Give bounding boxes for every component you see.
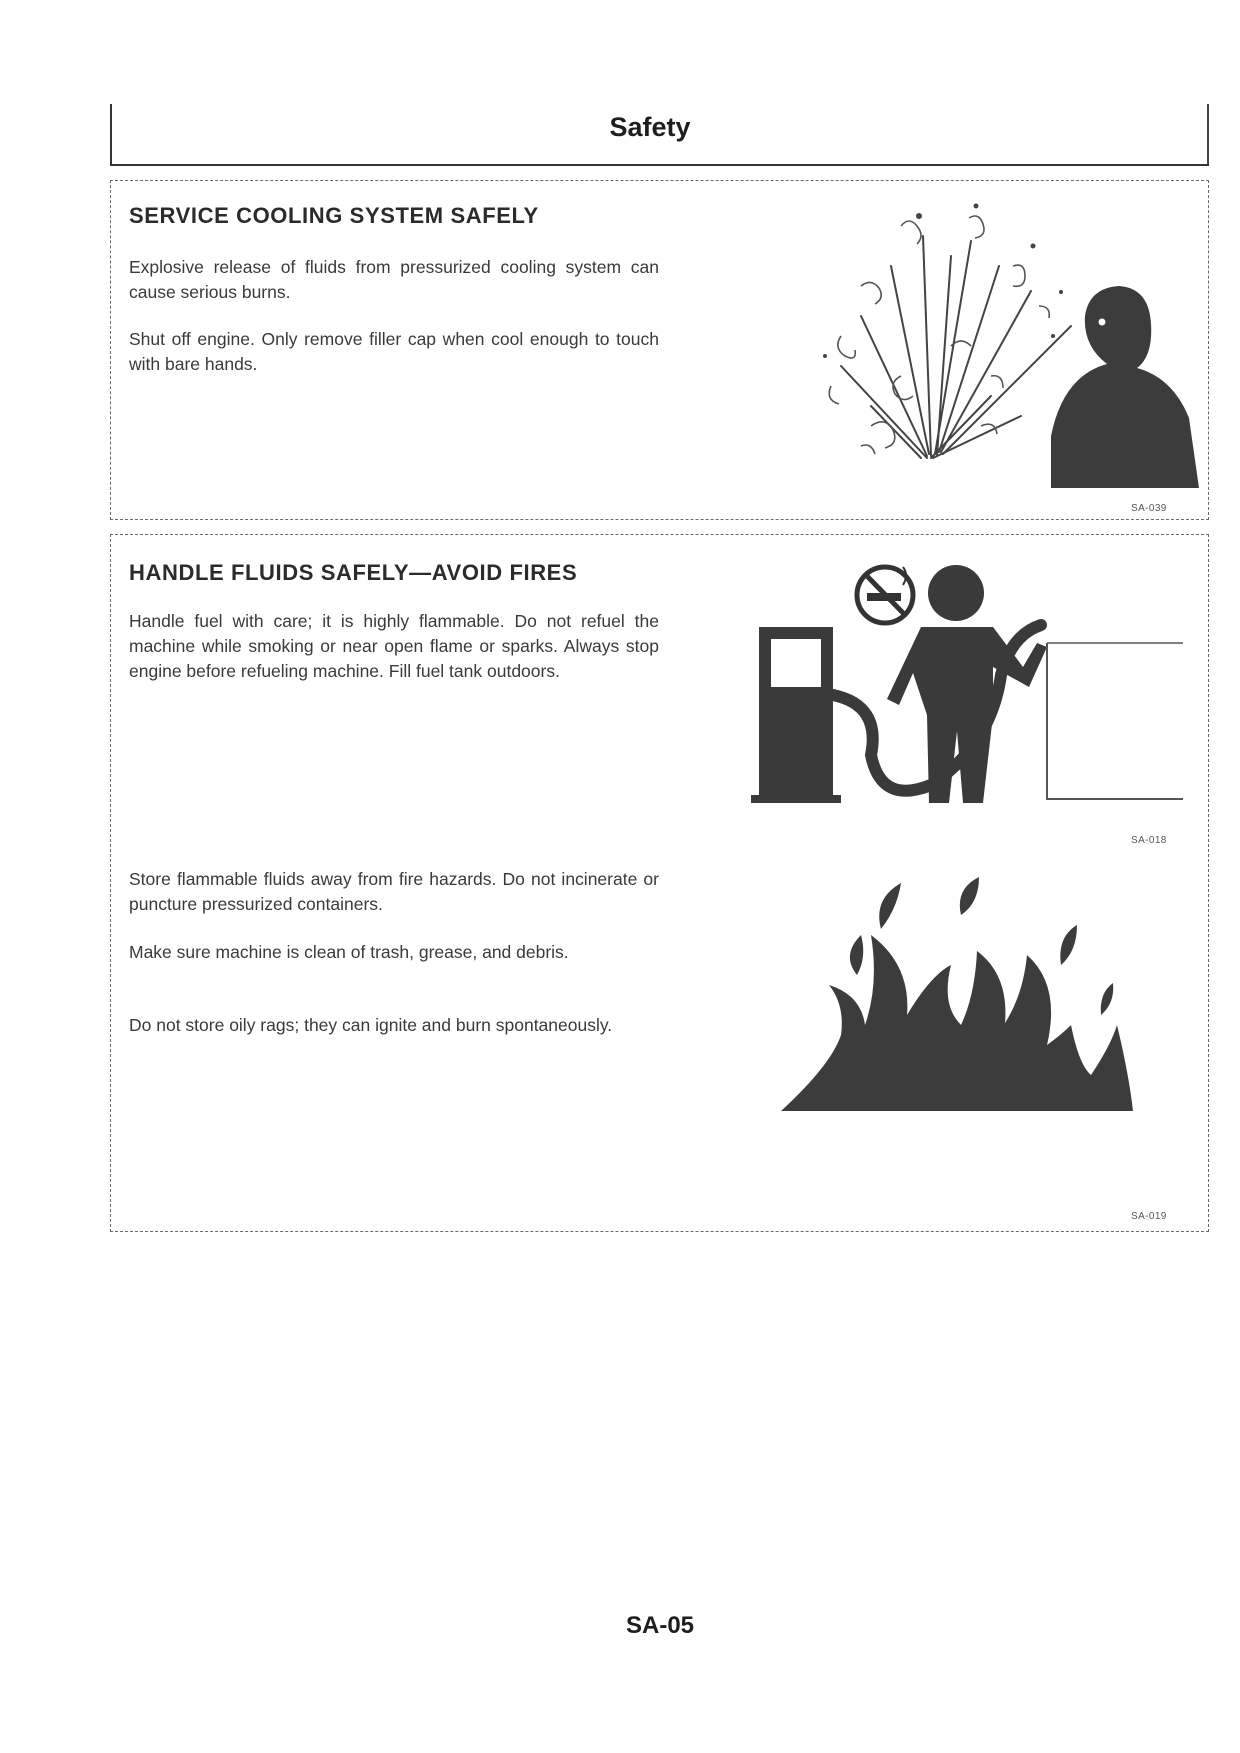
figure-code: SA-039 xyxy=(1131,503,1167,514)
header-left-rule xyxy=(110,104,112,166)
paragraph: Make sure machine is clean of trash, grease, and debris. xyxy=(129,942,569,962)
page-title: Safety xyxy=(609,112,691,142)
paragraph: Explosive release of fluids from pressurized cooling system can cause serious burns. xyxy=(129,257,659,302)
paragraph: Store flammable fluids away from fire hazards. Do not incinerate or puncture pressurized containers. xyxy=(129,869,659,914)
header-right-rule xyxy=(1207,104,1209,166)
section-cooling-system xyxy=(110,180,1209,520)
paragraph: Do not store oily rags; they can ignite and burn spontaneously. xyxy=(129,1015,613,1035)
section-heading: SERVICE COOLING SYSTEM SAFELY xyxy=(129,203,539,228)
flames-icon xyxy=(761,875,1161,1115)
pressurized-spray-burn-icon xyxy=(801,196,1201,501)
section-heading: HANDLE FLUIDS SAFELY—AVOID FIRES xyxy=(129,560,578,585)
section-handle-fluids xyxy=(110,534,1209,1232)
figure-code: SA-018 xyxy=(1131,835,1167,846)
header-bottom-rule xyxy=(110,164,1209,166)
paragraph: Handle fuel with care; it is highly flammable. Do not refuel the machine while smoking or near open flame or sparks. Always stop engine before refueling machine. Fill fuel tank outdoors. xyxy=(129,611,659,681)
page-number: SA-05 xyxy=(625,1612,695,1639)
refueling-no-smoking-icon xyxy=(731,555,1191,815)
figure-code: SA-019 xyxy=(1131,1211,1167,1222)
paragraph: Shut off engine. Only remove filler cap when cool enough to touch with bare hands. xyxy=(129,329,659,374)
